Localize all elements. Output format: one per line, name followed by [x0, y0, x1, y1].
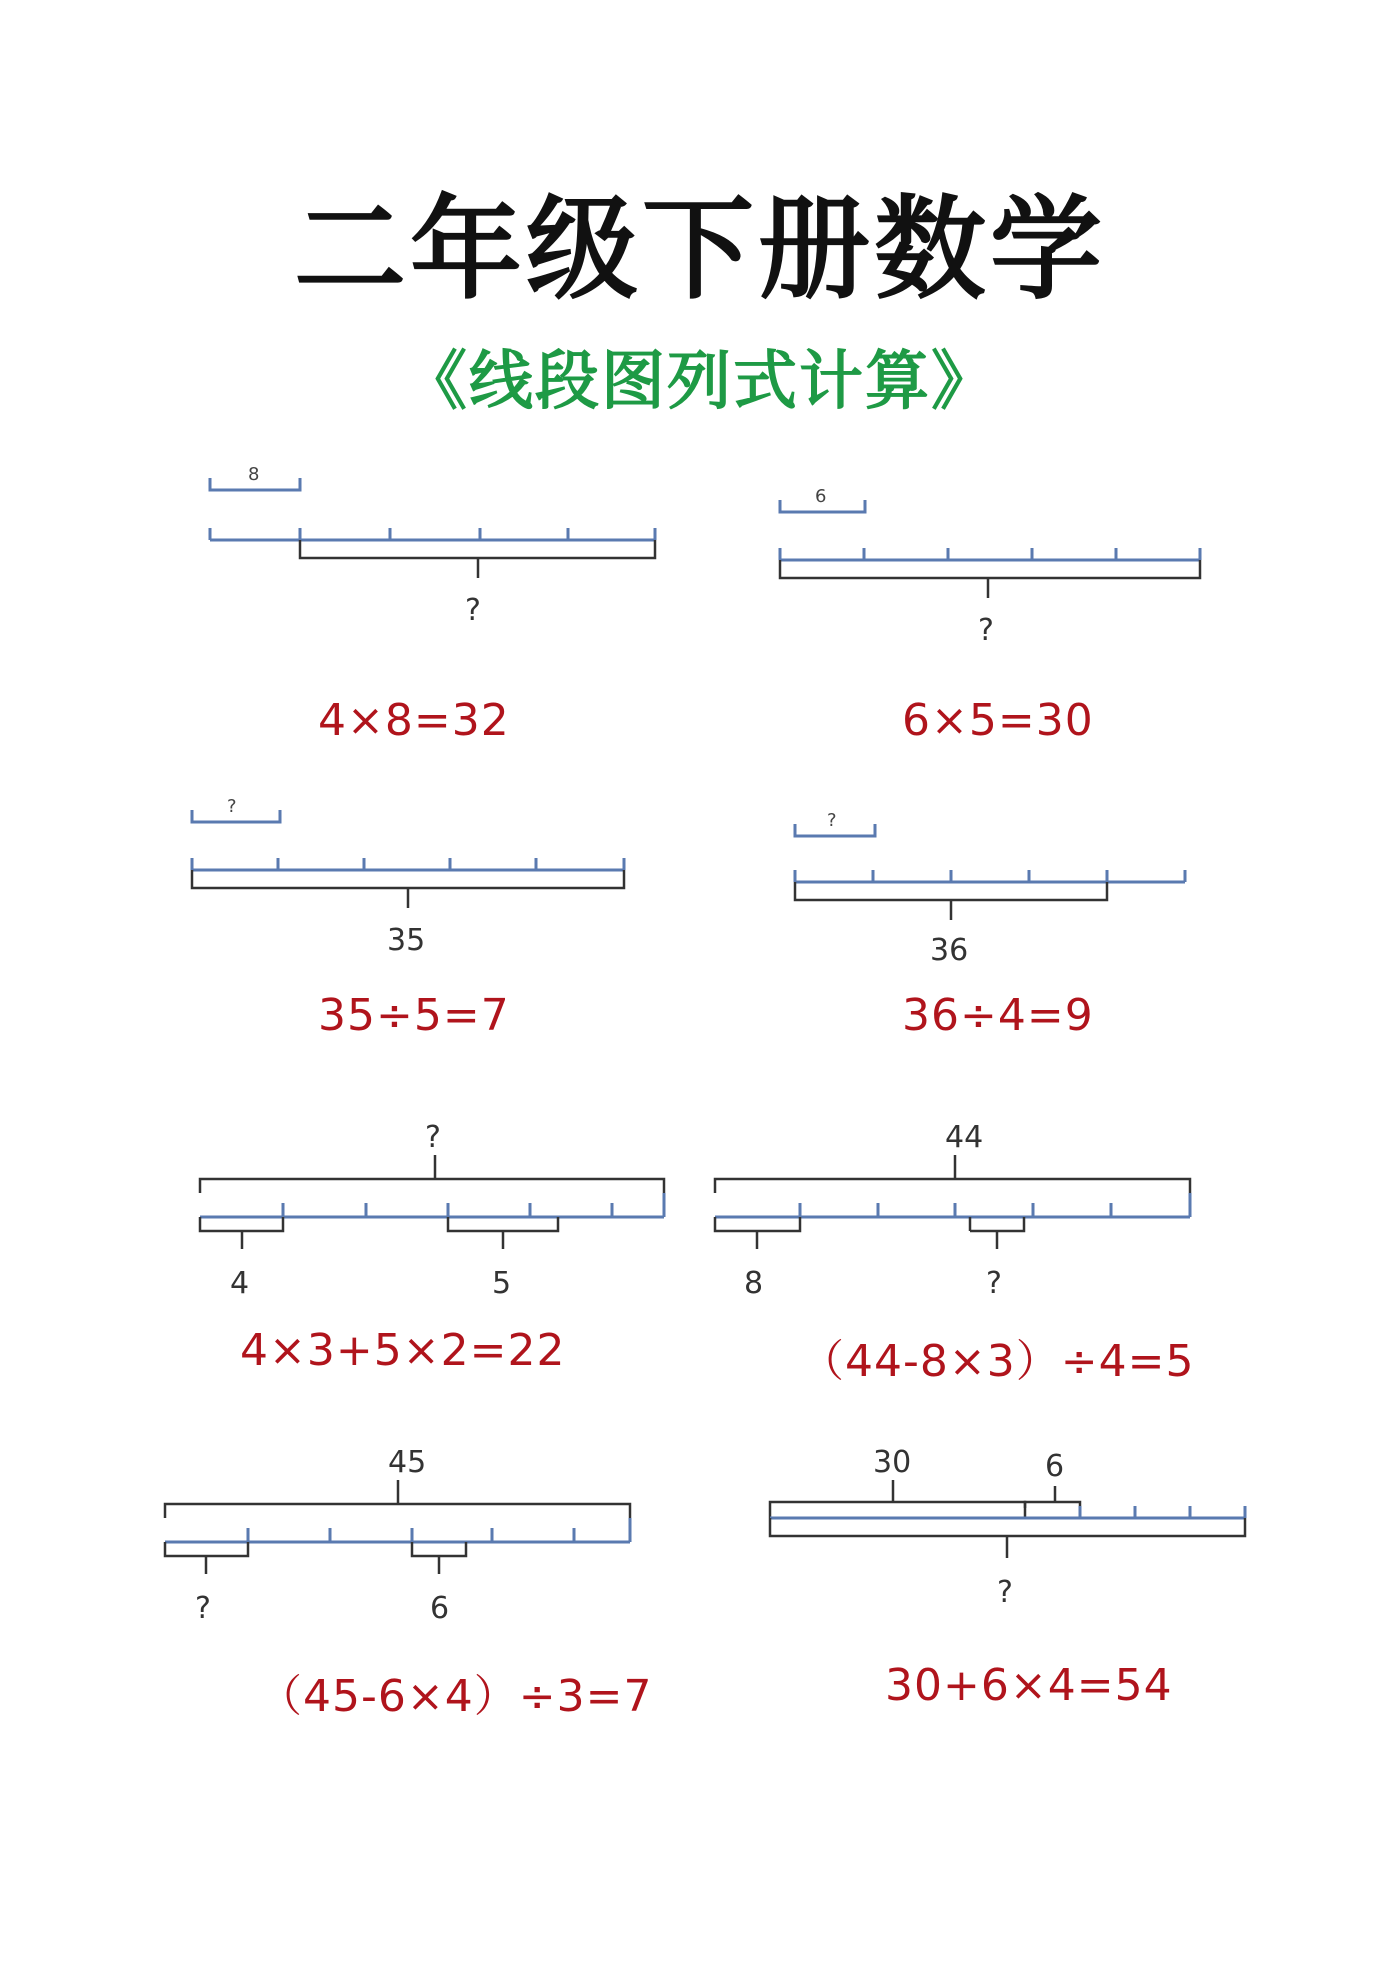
answer-equation: 36÷4=9 [902, 990, 1094, 1041]
diagram-label: ? [827, 810, 837, 831]
diagram-label: 5 [492, 1266, 512, 1301]
diagram-label: ? [465, 593, 481, 628]
diagram-label: 36 [930, 933, 969, 968]
segment-diagram-7 [150, 1440, 650, 1630]
diagram-label: 6 [1045, 1449, 1065, 1484]
segment-diagram-1 [190, 460, 670, 640]
diagram-label: 30 [873, 1445, 912, 1480]
answer-equation: 35÷5=7 [318, 990, 510, 1041]
diagram-label: ? [978, 613, 994, 648]
diagram-label: 45 [388, 1445, 427, 1480]
diagram-label: 8 [248, 464, 260, 485]
answer-equation: （45-6×4）÷3=7 [258, 1671, 653, 1722]
diagram-label: 6 [430, 1591, 450, 1626]
page-title: 二年级下册数学 [294, 185, 1106, 315]
answer-equation: 4×3+5×2=22 [240, 1325, 566, 1376]
diagram-label: ? [425, 1120, 441, 1155]
segment-diagram-4 [775, 810, 1215, 990]
segment-diagram-6 [700, 1115, 1200, 1305]
segment-diagram-3 [172, 790, 652, 970]
diagram-label: ? [986, 1266, 1002, 1301]
diagram-label: 8 [744, 1266, 764, 1301]
diagram-label: 6 [815, 486, 827, 507]
answer-equation: 30+6×4=54 [885, 1660, 1173, 1711]
diagram-label: 4 [230, 1266, 250, 1301]
diagram-label: 35 [387, 923, 426, 958]
diagram-label: ? [195, 1591, 211, 1626]
segment-diagram-8 [755, 1440, 1255, 1630]
segment-diagram-2 [760, 480, 1220, 660]
page-subtitle: 《线段图列式计算》 [403, 345, 997, 419]
answer-equation: （44-8×3）÷4=5 [800, 1336, 1195, 1387]
diagram-label: ? [227, 796, 237, 817]
segment-diagram-5 [180, 1115, 680, 1305]
diagram-label: 44 [945, 1120, 984, 1155]
answer-equation: 6×5=30 [902, 695, 1094, 746]
diagram-label: ? [997, 1575, 1013, 1610]
answer-equation: 4×8=32 [318, 695, 510, 746]
